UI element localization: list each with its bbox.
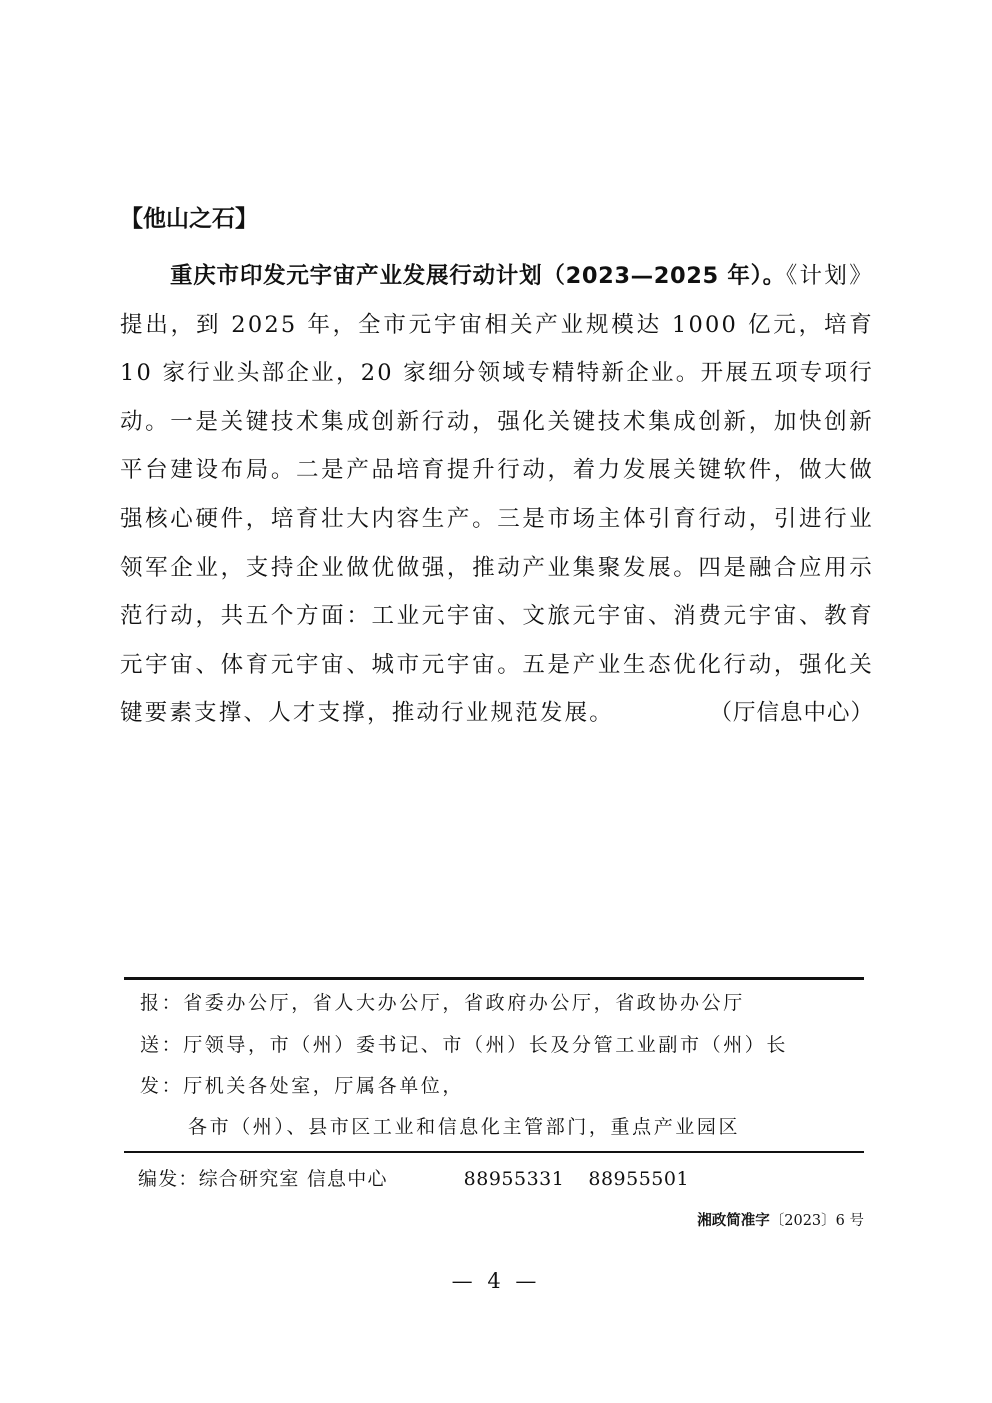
article-body: 《计划》提出，到 2025 年，全市元宇宙相关产业规模达 1000 亿元，培育 10 家行业头部企业，20 家细分领域专精特新企业。开展五项专项行动。一是关键技术集成创新行动，强化关键技术集成创新，加快创新平台建设布局。二是产品培育提升行动，着力发展关键软件，做大做强核心硬件，培育壮大内容生产。三是市场主体引育行动，引进行业领军企业，支持企业做优做强，推动产业集聚发展。四是融合应用示范行动，共五个方面：工业元宇宙、文旅元宇宙、消费元宇宙、教育元宇宙、体育元宇宙、城市元宇宙。五是产业生态优化行动，强化关键要素支撑、人才支撑，推动行业规范发展。 — [120, 263, 875, 727]
page-number: — 4 — — [451, 1269, 541, 1293]
article-lead: 重庆市印发元宇宙产业发展行动计划（2023—2025 年）。 — [170, 263, 786, 289]
section-heading: 【他山之石】 — [120, 206, 258, 232]
editor-line — [138, 1164, 689, 1194]
distribution-issue-continuation: 各市（州）、县市区工业和信息化主管部门，重点产业园区 — [188, 1116, 741, 1138]
distribution-top-rule — [124, 977, 864, 980]
editor-phone-2: 88955501 — [588, 1168, 690, 1190]
distribution-bottom-rule — [124, 1151, 864, 1153]
document-number — [697, 1210, 864, 1232]
distribution-issue-line: 发：厅机关各处室，厅属各单位， — [140, 1075, 465, 1097]
editor-phone-1: 88955331 — [463, 1168, 565, 1190]
distribution-report-line: 报：省委办公厅，省人大办公厅，省政府办公厅，省政协办公厅 — [140, 992, 745, 1014]
editor-unit: 编发：综合研究室 信息中心 — [138, 1168, 388, 1190]
document-number-suffix: 〔2023〕6 号 — [769, 1213, 864, 1229]
document-number-prefix: 湘政简准字 — [697, 1213, 770, 1229]
article-paragraph — [120, 252, 874, 738]
distribution-send-line: 送：厅领导，市（州）委书记、市（州）长及分管工业副市（州）长 — [140, 1034, 789, 1056]
article-source: （厅信息中心） — [709, 700, 874, 727]
